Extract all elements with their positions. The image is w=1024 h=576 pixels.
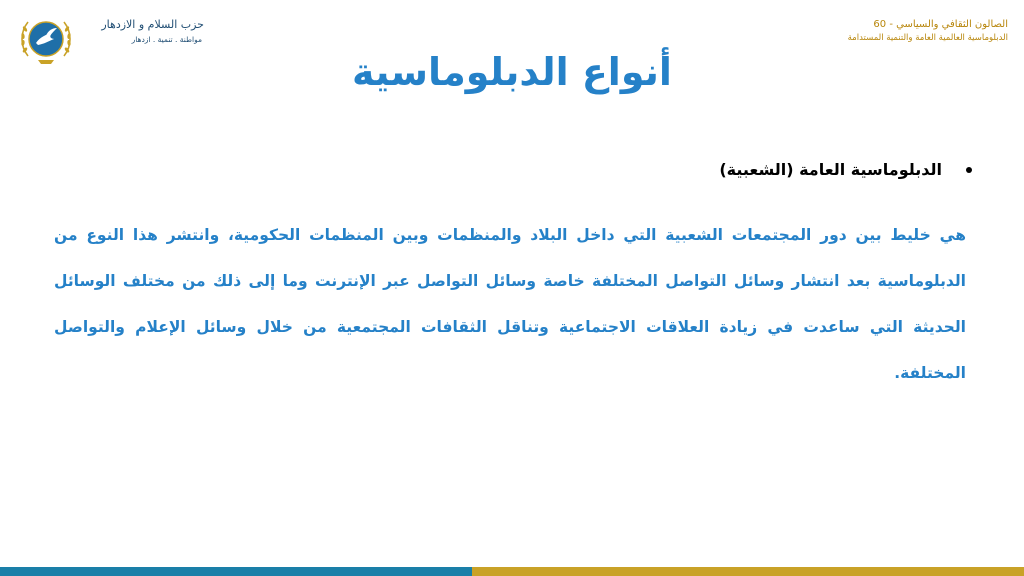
bullet-heading: الدبلوماسية العامة (الشعبية) [719, 160, 942, 179]
body-paragraph: هي خليط بين دور المجتمعات الشعبية التي داخل البلاد والمنظمات وبين المنظمات الحكومية، وانتشر هذا النوع من الدبلوماسية بعد انتشار وسائل التواصل المختلفة خاصة وسائل التواصل عبر الإنترنت وما إلى ذلك من مختلف الوسائل الحديثة التي ساعدت في زيادة العلاقات الاجتماعية وتناقل الثقافات المجتمعية من خلال وسائل الإعلام والتواصل المختلفة. [54, 226, 966, 382]
page-title: أنواع الدبلوماسية [352, 50, 672, 94]
footer-bar-blue [0, 567, 472, 576]
footer-bar [0, 567, 1024, 576]
salon-subtitle: الدبلوماسية العالمية العامة والتنمية المستدامة [847, 33, 1008, 43]
bullet-dot-icon [966, 167, 972, 173]
footer-bar-gold [472, 567, 1024, 576]
bullet-item [719, 160, 972, 179]
party-name: حزب السلام و الازدهار [101, 18, 204, 31]
party-text [76, 18, 204, 44]
party-slogan: مواطنة . تنمية . ازدهار [131, 35, 202, 44]
salon-header [768, 18, 1008, 45]
salon-title: الصالون الثقافي والسياسي - 60 [873, 19, 1008, 30]
